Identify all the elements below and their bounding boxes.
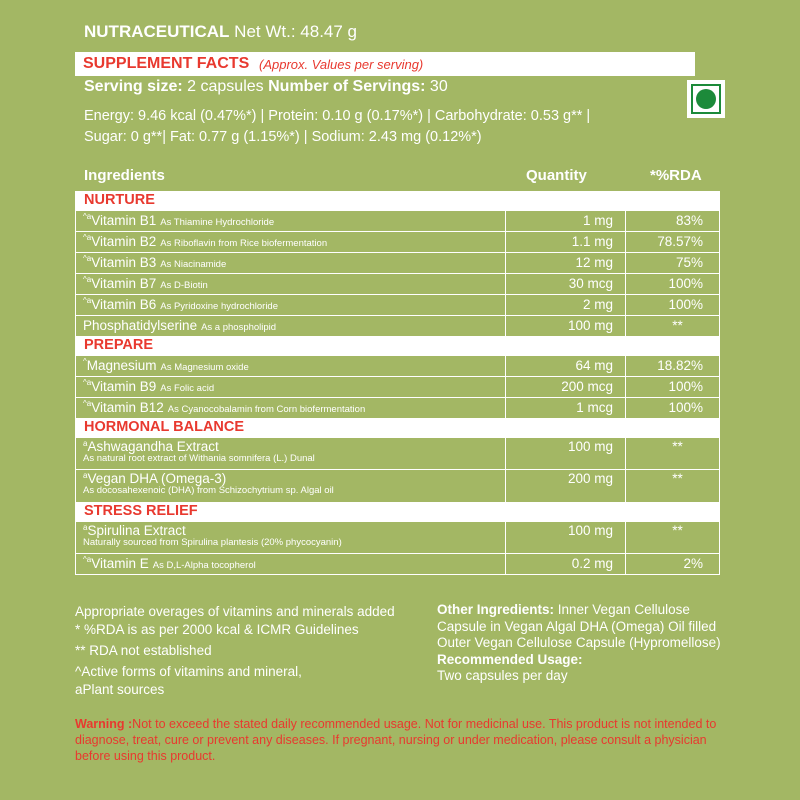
footnote: ^Active forms of vitamins and mineral, <box>75 664 302 679</box>
rda-cell: 2% <box>683 556 703 571</box>
quantity-cell: 100 mg <box>506 522 626 553</box>
ingredient-name: Vitamin B2 <box>91 234 157 249</box>
table-row <box>76 553 719 574</box>
ingredient-name: Phosphatidylserine <box>83 318 198 333</box>
ingredient-cell <box>76 438 506 469</box>
supplement-facts-note: (Approx. Values per serving) <box>259 57 424 72</box>
ingredient-name: Vitamin B3 <box>91 255 157 270</box>
ingredient-name: Vitamin B7 <box>91 276 157 291</box>
ingredient-cell <box>76 356 506 376</box>
ingredient-source: As a phospholipid <box>201 322 277 333</box>
serving-size-value: 2 capsules <box>187 78 264 95</box>
quantity-cell: 1.1 mg <box>506 232 626 252</box>
rda-cell: ** <box>672 439 683 454</box>
ingredient-cell <box>76 377 506 397</box>
table-row <box>76 469 719 502</box>
section-heading: HORMONAL BALANCE <box>76 418 719 437</box>
ingredient-cell <box>76 554 506 574</box>
ingredient-name: Vitamin B9 <box>91 379 157 394</box>
warning-label: Warning : <box>75 717 133 731</box>
ingredient-source: As D-Biotin <box>160 280 208 291</box>
ingredient-cell <box>76 274 506 294</box>
rda-cell: 75% <box>675 255 703 270</box>
product-title <box>84 22 357 42</box>
table-row <box>76 273 719 294</box>
ingredient-name: Vitamin E <box>91 556 149 571</box>
quantity-cell: 100 mg <box>506 316 626 336</box>
ingredient-name: Spirulina Extract <box>87 523 186 538</box>
footnote: aPlant sources <box>75 682 165 697</box>
ingredient-marker: a <box>83 439 88 448</box>
warning-text <box>75 716 725 764</box>
quantity-cell: 64 mg <box>506 356 626 376</box>
table-row <box>76 437 719 469</box>
footnote: ** RDA not established <box>75 643 212 658</box>
nutrition-info <box>84 106 684 148</box>
nutrition-line: Sugar: 0 g**| Fat: 0.77 g (1.15%*) | Sodium: 2.43 mg (0.12%*) <box>84 129 482 145</box>
servings-count-value: 30 <box>429 78 448 95</box>
veg-mark-icon <box>687 80 725 118</box>
ingredient-cell <box>76 470 506 502</box>
quantity-cell: 0.2 mg <box>506 554 626 574</box>
rda-cell: 78.57% <box>657 234 703 249</box>
quantity-cell: 1 mcg <box>506 398 626 418</box>
supplement-facts-heading: SUPPLEMENT FACTS <box>83 55 250 72</box>
table-row <box>76 376 719 397</box>
footnote: * %RDA is as per 2000 kcal & ICMR Guidelines <box>75 622 359 637</box>
other-ingredients-text: Inner Vegan Cellulose Capsule in Vegan Algal DHA (Omega) Oil filled Outer Vegan Cellulose Capsule (Hypromellose) <box>437 602 721 650</box>
rda-cell: 100% <box>668 297 703 312</box>
ingredient-marker: ^a <box>83 399 92 408</box>
ingredient-cell <box>76 398 506 418</box>
ingredient-marker: ^a <box>83 254 92 263</box>
rda-cell: 100% <box>668 276 703 291</box>
rda-cell: 83% <box>675 213 703 228</box>
ingredient-marker: ^a <box>83 275 92 284</box>
ingredient-cell <box>76 522 506 553</box>
ingredient-name: Magnesium <box>86 358 157 373</box>
section-heading: PREPARE <box>76 336 719 355</box>
ingredient-source: As Cyanocobalamin from Corn biofermentation <box>167 404 366 415</box>
ingredient-cell <box>76 211 506 231</box>
table-row <box>76 294 719 315</box>
ingredient-cell <box>76 253 506 273</box>
quantity-cell: 200 mcg <box>506 377 626 397</box>
ingredient-marker: ^a <box>83 296 92 305</box>
table-row <box>76 252 719 273</box>
recommended-usage-text: Two capsules per day <box>437 668 568 683</box>
ingredient-cell <box>76 232 506 252</box>
quantity-header: Quantity <box>526 167 587 184</box>
ingredient-source: As Riboflavin from Rice biofermentation <box>160 238 328 249</box>
ingredient-cell <box>76 316 506 336</box>
ingredient-source: As Pyridoxine hydrochloride <box>160 301 279 312</box>
ingredient-source: As Niacinamide <box>160 259 227 270</box>
net-weight: Net Wt.: 48.47 g <box>234 22 358 41</box>
table-row <box>76 521 719 553</box>
ingredient-marker: a <box>83 471 88 480</box>
table-row <box>76 210 719 231</box>
ingredient-marker: a <box>83 523 88 532</box>
ingredient-source: As D,L-Alpha tocopherol <box>152 560 256 571</box>
other-ingredients <box>437 602 737 685</box>
footnote: Appropriate overages of vitamins and minerals added <box>75 604 395 619</box>
ingredient-source: Naturally sourced from Spirulina plantesis (20% phycocyanin) <box>83 537 342 548</box>
footnotes <box>75 603 435 699</box>
table-header <box>75 160 720 192</box>
quantity-cell: 30 mcg <box>506 274 626 294</box>
ingredient-source: As Folic acid <box>160 383 215 394</box>
quantity-cell: 2 mg <box>506 295 626 315</box>
ingredient-marker: ^a <box>83 212 92 221</box>
ingredient-cell <box>76 295 506 315</box>
ingredient-source: As Thiamine Hydrochloride <box>160 217 275 228</box>
warning-body: Not to exceed the stated daily recommended usage. Not for medicinal use. This product is not intended to diagnose, treat, cure or prevent any diseases. If pregnant, nursing or under medication, please consult a physician before using this product. <box>75 717 717 763</box>
ingredient-name: Vitamin B1 <box>91 213 157 228</box>
table-row <box>76 315 719 336</box>
rda-cell: 100% <box>668 379 703 394</box>
ingredient-name: Ashwagandha Extract <box>87 439 219 454</box>
ingredients-table <box>75 191 720 575</box>
ingredient-name: Vitamin B6 <box>91 297 157 312</box>
nutrition-line: Energy: 9.46 kcal (0.47%*) | Protein: 0.10 g (0.17%*) | Carbohydrate: 0.53 g** | <box>84 108 591 124</box>
ingredient-name: Vitamin B12 <box>91 400 164 415</box>
ingredient-source: As docosahexenoic (DHA) from Schizochytrium sp. Algal oil <box>83 485 334 496</box>
ingredients-header: Ingredients <box>84 167 165 184</box>
rda-cell: 100% <box>668 400 703 415</box>
section-heading: NURTURE <box>76 191 719 210</box>
rda-cell: ** <box>672 318 683 333</box>
ingredient-marker: ^a <box>83 378 92 387</box>
quantity-cell: 1 mg <box>506 211 626 231</box>
rda-header: *%RDA <box>650 167 702 184</box>
quantity-cell: 100 mg <box>506 438 626 469</box>
quantity-cell: 12 mg <box>506 253 626 273</box>
quantity-cell: 200 mg <box>506 470 626 502</box>
rda-cell: 18.82% <box>657 358 703 373</box>
ingredient-source: As Magnesium oxide <box>160 362 249 373</box>
ingredient-marker: ^ <box>83 357 87 366</box>
other-ingredients-label: Other Ingredients: <box>437 602 555 617</box>
recommended-usage-label: Recommended Usage: <box>437 651 583 667</box>
supplement-facts-bar <box>75 52 695 76</box>
serving-info <box>84 78 448 96</box>
brand-name: NUTRACEUTICAL <box>84 22 230 41</box>
table-row <box>76 397 719 418</box>
ingredient-marker: ^a <box>83 555 92 564</box>
table-row <box>76 231 719 252</box>
servings-count-label: Number of Servings: <box>268 78 426 95</box>
ingredient-source: As natural root extract of Withania somnifera (L.) Dunal <box>83 453 315 464</box>
ingredient-marker: ^a <box>83 233 92 242</box>
rda-cell: ** <box>672 523 683 538</box>
ingredient-name: Vegan DHA (Omega-3) <box>87 471 227 486</box>
section-heading: STRESS RELIEF <box>76 502 719 521</box>
serving-size-label: Serving size: <box>84 78 183 95</box>
table-row <box>76 355 719 376</box>
rda-cell: ** <box>672 471 683 486</box>
